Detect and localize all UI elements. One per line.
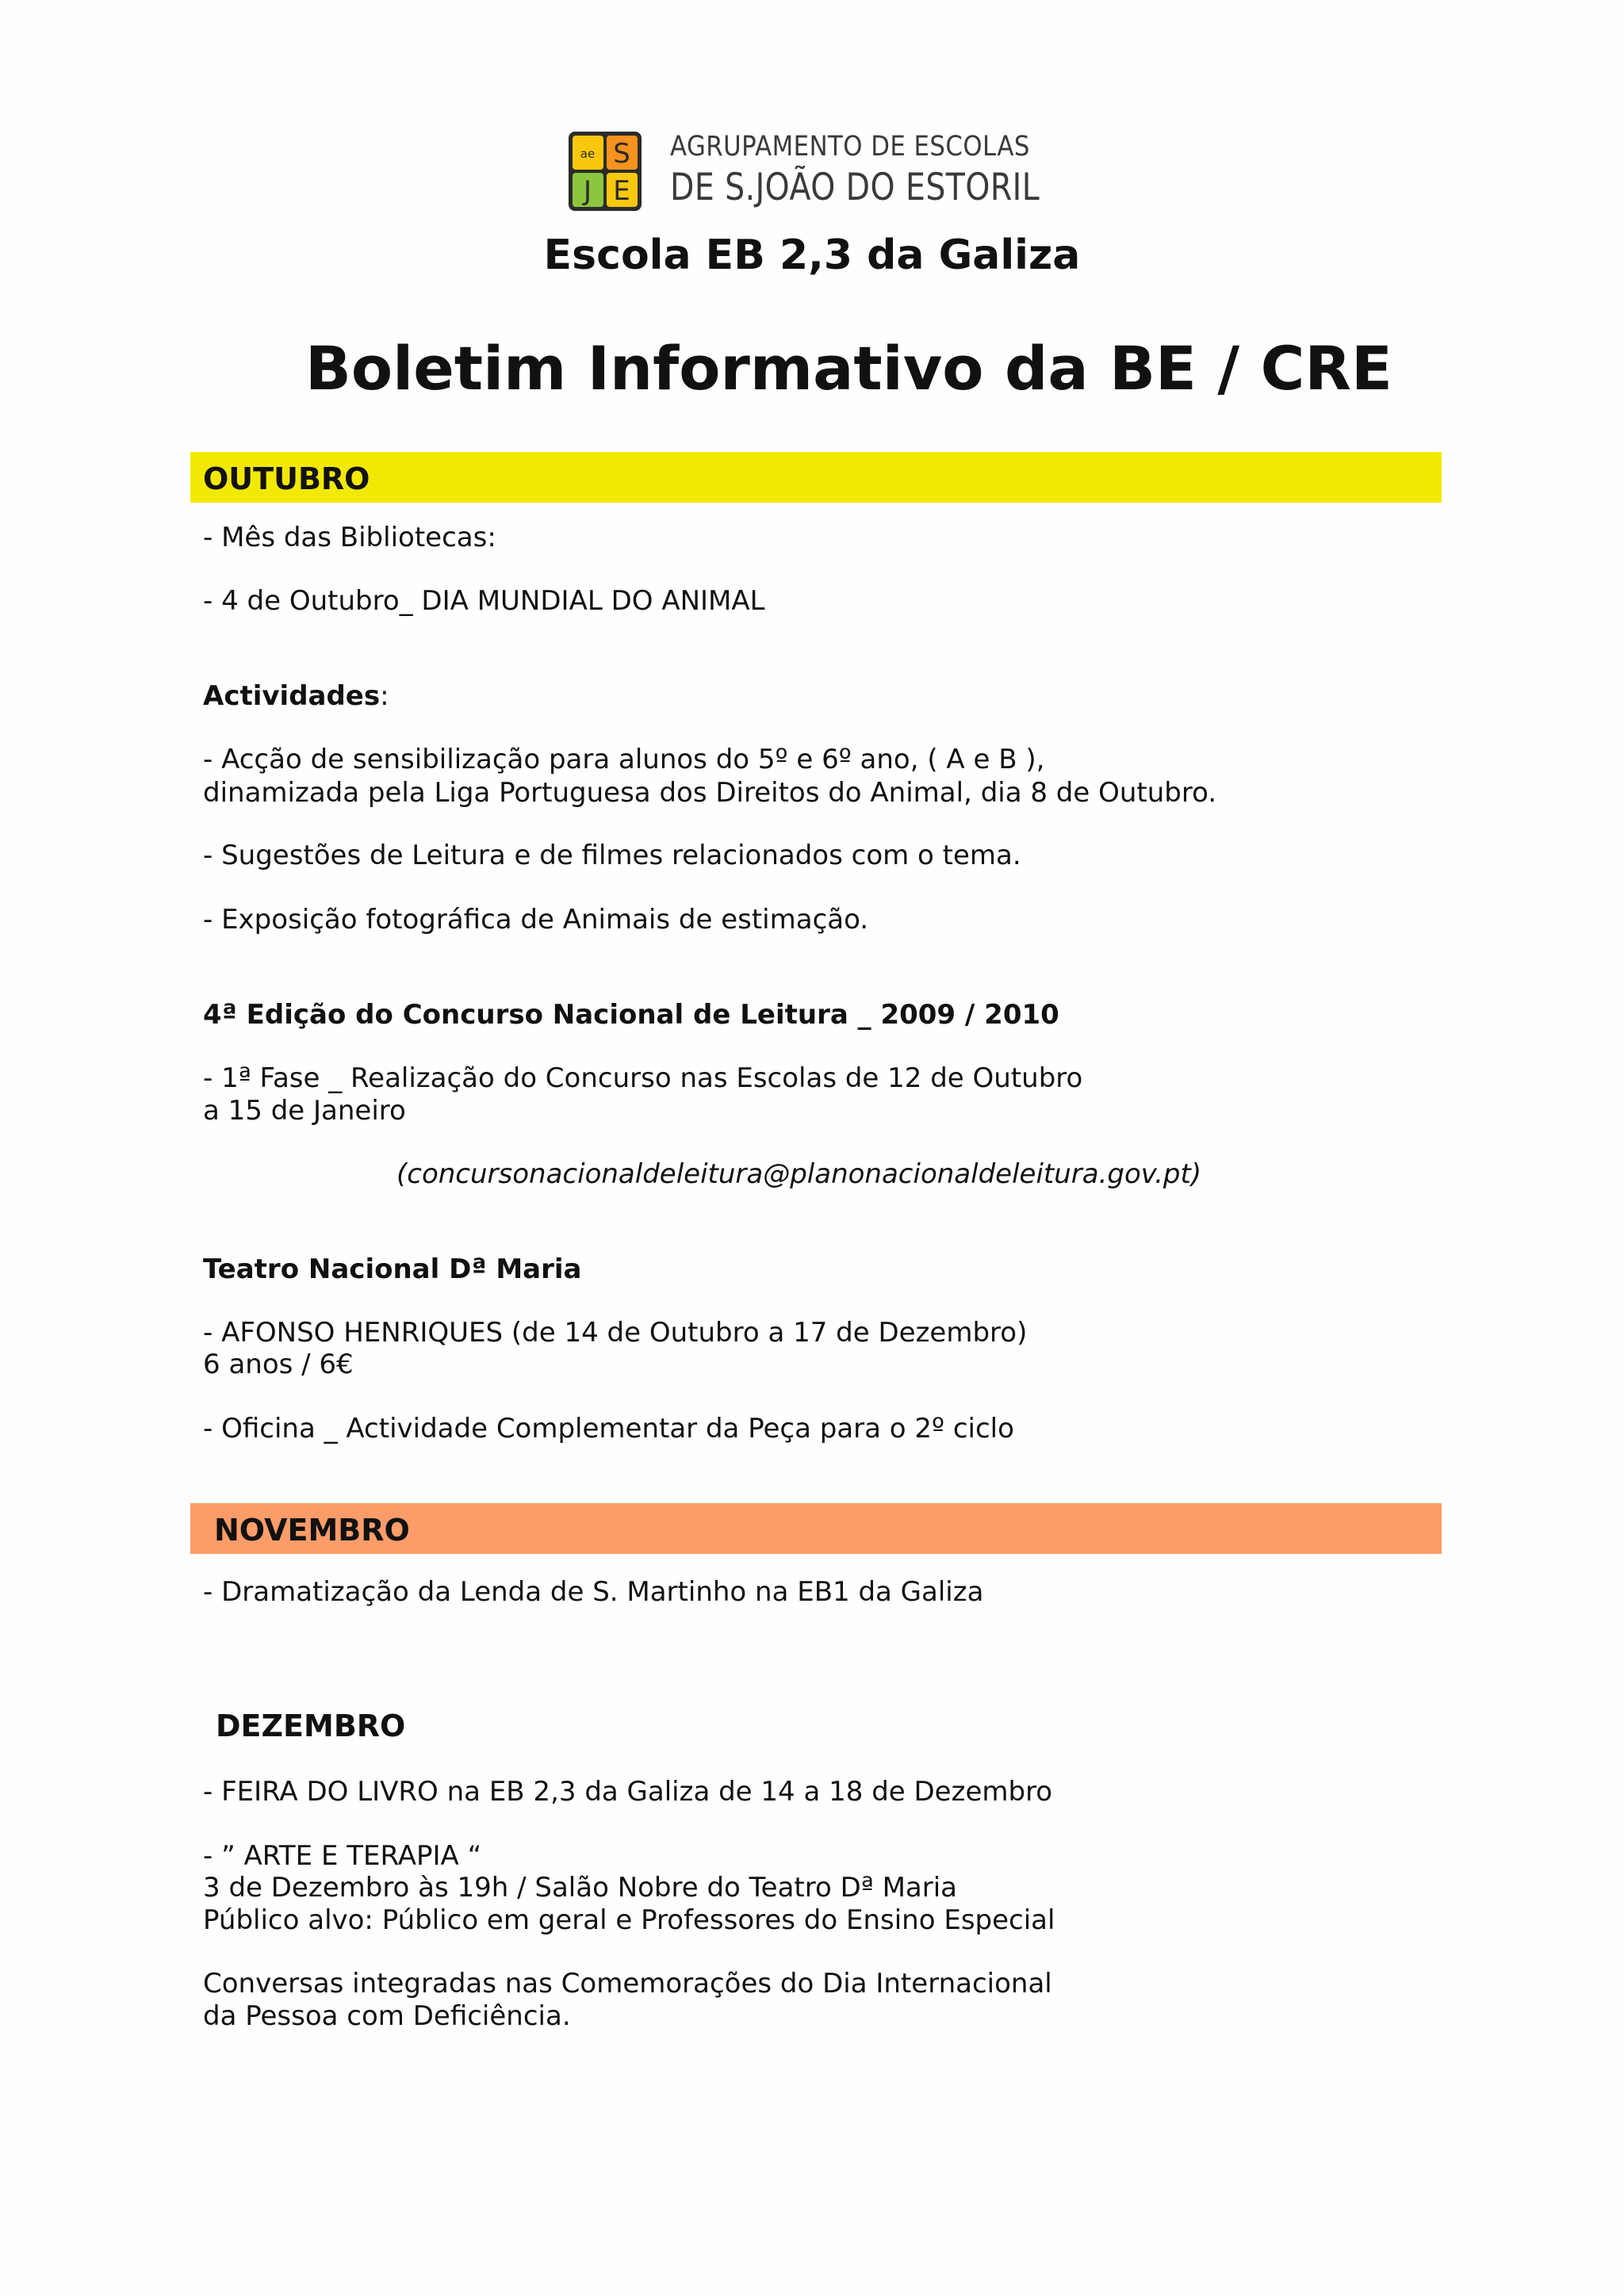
- concurso-heading: 4ª Edição do Concurso Nacional de Leitura _ 2009 / 2010: [203, 999, 1059, 1031]
- text-line: Público alvo: Público em geral e Professores do Ensino Especial: [203, 1904, 1055, 1936]
- text-line: - Oficina _ Actividade Complementar da Peça para o 2º ciclo: [203, 1413, 1014, 1445]
- text-line: da Pessoa com Deficiência.: [203, 2000, 571, 2032]
- section-title-novembro: NOVEMBRO: [214, 1513, 410, 1548]
- section-title-outubro: OUTUBRO: [203, 461, 370, 496]
- text-line: - Mês das Bibliotecas:: [203, 522, 496, 553]
- text-line: dinamizada pela Liga Portuguesa dos Direitos do Animal, dia 8 de Outubro.: [203, 777, 1217, 809]
- text-line: - Dramatização da Lenda de S. Martinho na EB1 da Galiza: [203, 1576, 984, 1608]
- text-line: a 15 de Janeiro: [203, 1095, 406, 1127]
- actividades-heading: [203, 679, 389, 713]
- section-bar-novembro: [190, 1503, 1442, 1554]
- text-line: - Acção de sensibilização para alunos do 5º e 6º ano, ( A e B ),: [203, 744, 1045, 775]
- svg-text:S: S: [613, 138, 630, 170]
- contact-email: (concursonacionaldeleitura@planonacionaldeleitura.gov.pt): [396, 1158, 1202, 1190]
- text-line: - AFONSO HENRIQUES (de 14 de Outubro a 17 de Dezembro): [203, 1317, 1028, 1349]
- text-line: - ” ARTE E TERAPIA “: [203, 1840, 482, 1872]
- aesje-logo-icon: [569, 132, 642, 211]
- svg-text:J: J: [583, 175, 592, 207]
- svg-text:ae: ae: [580, 147, 596, 161]
- text-line: 6 anos / 6€: [203, 1349, 354, 1380]
- actividades-label: Actividades: [203, 680, 381, 712]
- section-bar-outubro: [190, 452, 1442, 503]
- section-title-dezembro: DEZEMBRO: [216, 1709, 406, 1743]
- bulletin-title: Boletim Informativo da BE / CRE: [305, 333, 1392, 404]
- text-line: Conversas integradas nas Comemorações do Dia Internacional: [203, 1968, 1052, 1999]
- text-line: - 4 de Outubro_ DIA MUNDIAL DO ANIMAL: [203, 585, 765, 617]
- school-logo: [569, 132, 1056, 211]
- text-line: - Sugestões de Leitura e de filmes relacionados com o tema.: [203, 840, 1021, 871]
- svg-text:E: E: [613, 175, 630, 207]
- logo-line-2: DE S.JOÃO DO ESTORIL: [670, 166, 1040, 209]
- school-name: Escola EB 2,3 da Galiza: [543, 232, 1081, 279]
- text-line: - 1ª Fase _ Realização do Concurso nas Escolas de 12 de Outubro: [203, 1062, 1083, 1094]
- logo-line-1: AGRUPAMENTO DE ESCOLAS: [670, 131, 1030, 163]
- teatro-heading: Teatro Nacional Dª Maria: [203, 1253, 582, 1285]
- logo-wordmark: [670, 131, 1059, 209]
- actividades-colon: :: [380, 680, 389, 712]
- text-line: 3 de Dezembro às 19h / Salão Nobre do Teatro Dª Maria: [203, 1872, 958, 1904]
- text-line: - Exposição fotográfica de Animais de estimação.: [203, 904, 869, 936]
- text-line: - FEIRA DO LIVRO na EB 2,3 da Galiza de 14 a 18 de Dezembro: [203, 1776, 1053, 1808]
